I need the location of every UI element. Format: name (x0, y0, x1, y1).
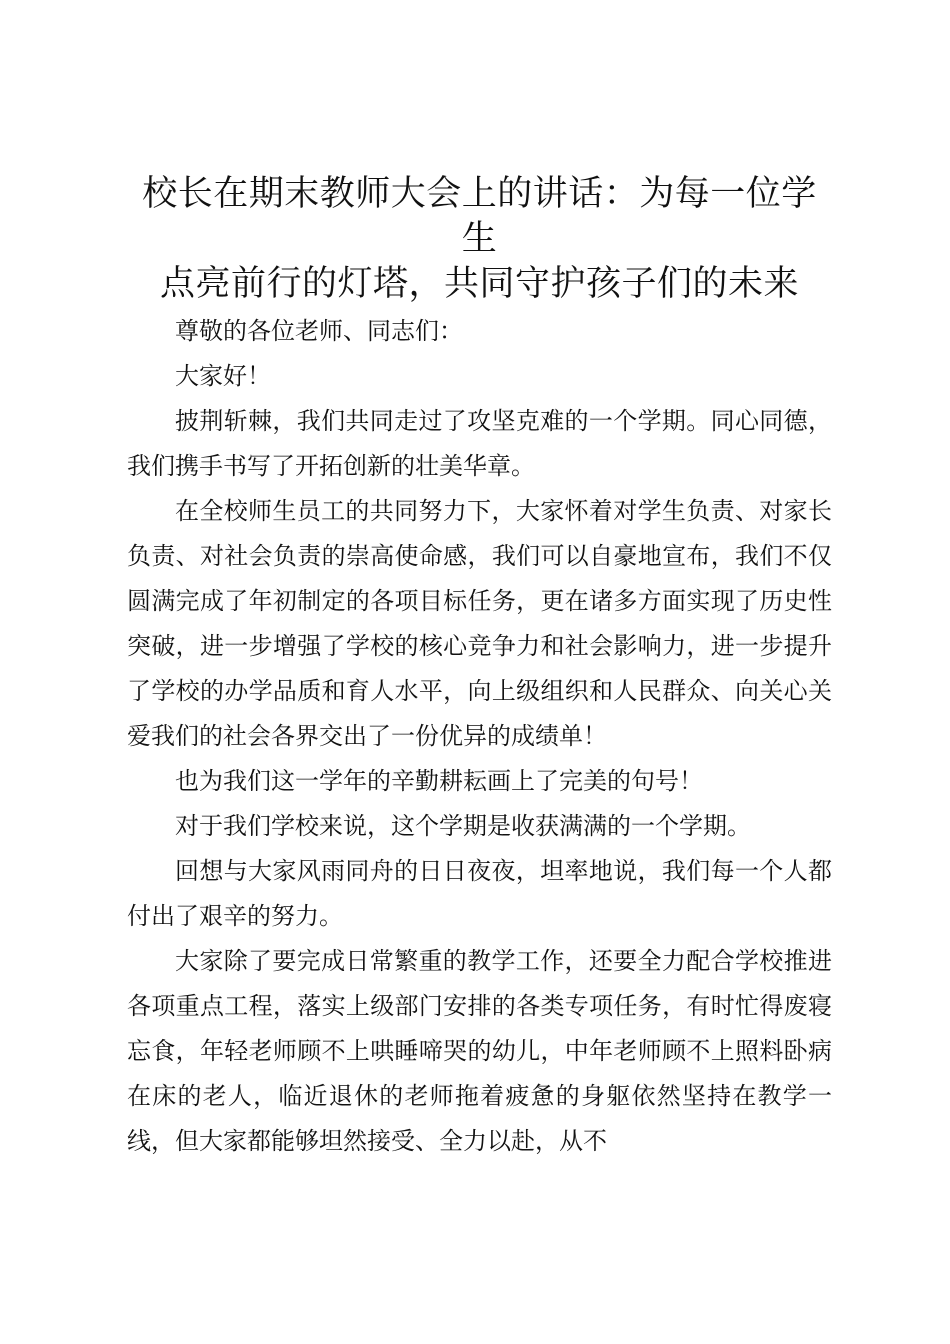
body-paragraph: 回想与大家风雨同舟的日日夜夜，坦率地说，我们每一个人都付出了艰辛的努力。 (127, 857, 832, 930)
title-line-2: 点亮前行的灯塔，共同守护孩子们的未来 (159, 264, 799, 304)
salutation: 尊敬的各位老师、同志们： (175, 317, 463, 345)
body-paragraph: 大家除了要完成日常繁重的教学工作，还要全力配合学校推进各项重点工程，落实上级部门安排的各类专项任务，有时忙得废寝忘食，年轻老师顾不上哄睡啼哭的幼儿，中年老师顾不上照料卧病在床的老人，临近退休的老师拖着疲惫的身躯依然坚持在教学一线，但大家都能够坦然接受、全力以赴，从不 (127, 947, 832, 1155)
body-paragraph: 也为我们这一学年的辛勤耕耘画上了完美的句号！ (175, 767, 703, 795)
title-line-1: 校长在期末教师大会上的讲话：为每一位学生 (142, 174, 817, 259)
document-title (127, 172, 832, 307)
body-paragraph: 披荆斩棘，我们共同走过了攻坚克难的一个学期。同心同德，我们携手书写了开拓创新的壮美华章。 (127, 407, 832, 480)
document-page (127, 172, 832, 1164)
body-paragraph: 对于我们学校来说，这个学期是收获满满的一个学期。 (175, 812, 751, 840)
greeting: 大家好！ (175, 362, 271, 390)
body-paragraph: 在全校师生员工的共同努力下，大家怀着对学生负责、对家长负责、对社会负责的崇高使命感，我们可以自豪地宣布，我们不仅圆满完成了年初制定的各项目标任务，更在诸多方面实现了历史性突破，进一步增强了学校的核心竞争力和社会影响力，进一步提升了学校的办学品质和育人水平，向上级组织和人民群众、向关心关爱我们的社会各界交出了一份优异的成绩单！ (127, 497, 832, 750)
